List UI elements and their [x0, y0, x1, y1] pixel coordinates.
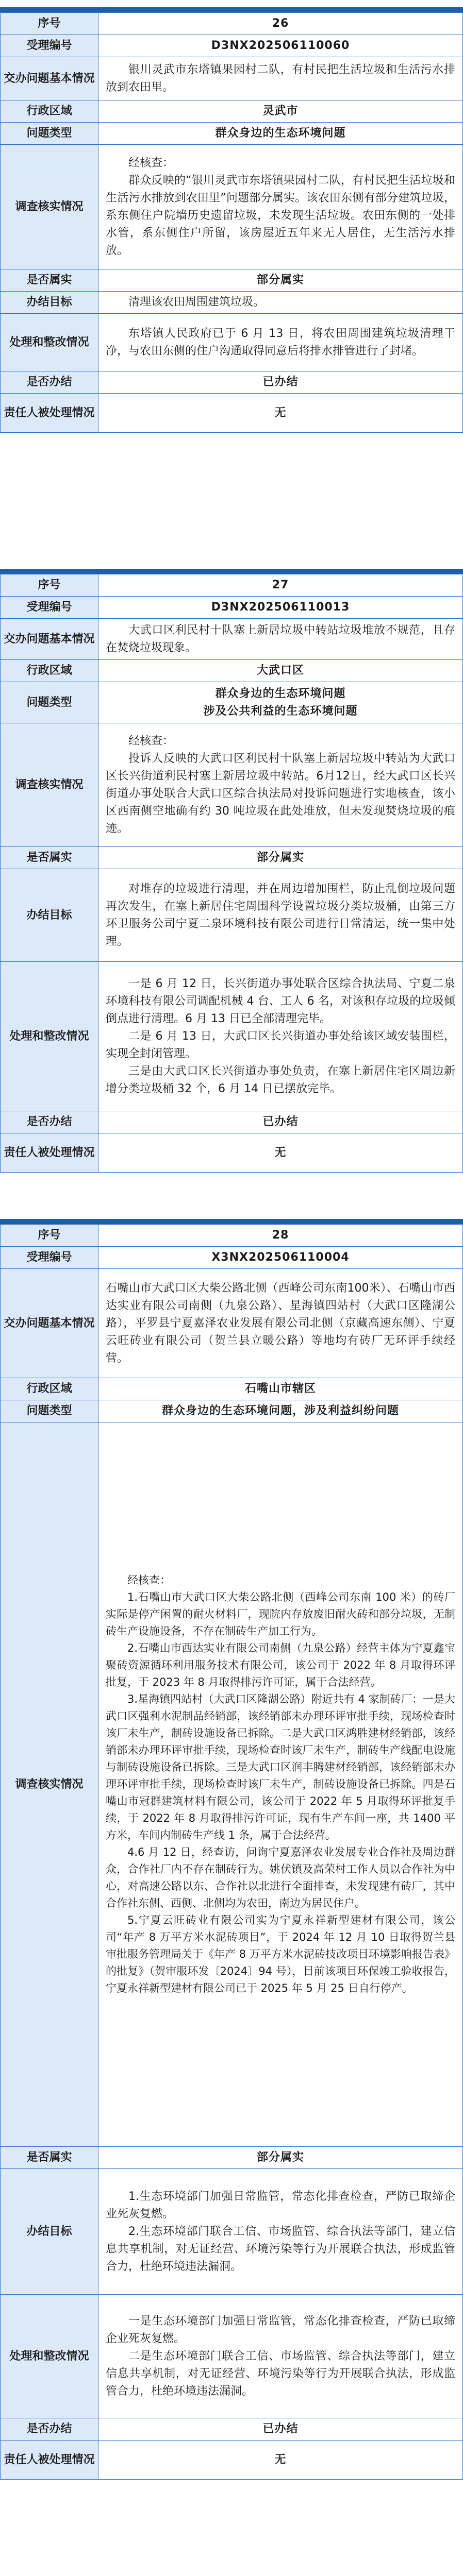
value-seq: 27	[98, 574, 463, 597]
survey-paragraph: 1.石嘴山市大武口区大柴公路北侧（西峰公司东南 100 米）的砖厂实际是停产闲置的耐火材料厂，现院内存放废旧耐火砖和部分垃圾，无制砖生产设施设备，不存在制砖生产加工行为。	[106, 1591, 455, 1637]
record-28	[0, 1212, 463, 2480]
survey-paragraph: 2.石嘴山市西达实业有限公司南侧（九泉公路）经营主体为宁夏鑫宝聚砖资源循环利用服务技术有限公司，该公司于 2022 年 8 月取得环评批复，于 2023 年 8 月取得排污许可证，属于合法经营。	[106, 1642, 455, 1688]
survey-paragraph: 经核查：	[128, 156, 174, 170]
label-done: 是否办结	[1, 2418, 98, 2441]
value-content: 大武口区利民村十队塞上新居垃圾中转站垃圾堆放不规范，且存在焚烧垃圾现象。	[98, 619, 463, 660]
survey-paragraph: 投诉人反映的大武口区利民村十队塞上新居垃圾中转站为大武口区长兴街道利民村塞上新居垃圾中转站。6月12日，经大武口区长兴街道办事处联合大武口区综合执法局对投诉问题进行实地核查，该小区西南侧空地确有约 30 吨垃圾在此处堆放，但未发现焚烧垃圾的痕迹。	[106, 752, 455, 835]
record-table	[0, 1224, 463, 2480]
value-survey	[98, 723, 463, 847]
record-table	[0, 574, 463, 1173]
label-seq: 序号	[1, 574, 98, 597]
survey-paragraph: 经核查：	[128, 734, 174, 748]
survey-paragraph: 群众反映的“银川灵武市东塔镇果园村二队，有村民把生活垃圾和生活污水排放到农田里”问题部分属实。该农田东侧有部分建筑垃圾，系东侧住户院墙历史遗留垃圾，未发现生活垃圾。农田东侧的一处排水管，系东侧住户所留，该房屋近五年来无人居住，无生活污水排放。	[106, 174, 455, 257]
value-content: 石嘴山市大武口区大柴公路北侧（西峰公司东南100米）、石嘴山市西达实业有限公司南侧（九泉公路）、星海镇四站村（大武口区隆湖公路），平罗县宁夏嘉泽农业发展有限公司北侧（京藏高速东侧）、宁夏云旺砖业有限公司（贺兰县立暖公路）等地均有砖厂无环评手续经营。	[98, 1269, 463, 1378]
label-content: 交办问题基本情况	[1, 1269, 98, 1378]
value-survey	[98, 145, 463, 269]
label-type: 问题类型	[1, 123, 98, 145]
label-rect: 处理和整改情况	[1, 314, 98, 371]
label-id: 受理编号	[1, 597, 98, 619]
label-result: 是否属实	[1, 269, 98, 292]
label-content: 交办问题基本情况	[1, 619, 98, 660]
label-seq: 序号	[1, 1225, 98, 1247]
value-done: 已办结	[98, 2418, 463, 2441]
survey-paragraph: 经核查：	[127, 1574, 171, 1586]
value-region: 灵武市	[98, 100, 463, 123]
label-resp: 责任人被处理情况	[1, 2441, 98, 2480]
value-result: 部分属实	[98, 847, 463, 869]
label-survey: 调查核实情况	[1, 145, 98, 269]
value-done: 已办结	[98, 371, 463, 394]
value-result: 部分属实	[98, 269, 463, 292]
value-survey	[98, 1422, 463, 2147]
value-resp: 无	[98, 394, 463, 433]
value-region: 大武口区	[98, 660, 463, 682]
value-id: X3NX202506110004	[98, 1247, 463, 1269]
rect-paragraph: 三是由大武口区长兴街道办事处负责，在塞上新居住宅区周边新增分类垃圾桶 32 个，6 月 14 日已摆放完毕。	[106, 1064, 455, 1095]
label-survey: 调查核实情况	[1, 1422, 98, 2147]
label-region: 行政区域	[1, 100, 98, 123]
survey-paragraph: 5.宁夏云旺砖业有限公司实为宁夏永祥新型建材有限公司，该公司“年产 8 万平方米水泥砖项目”，于 2024 年 12 月 10 日取得贺兰县审批服务管理局关于《年产 8 万平方米水泥砖技改项目环境影响报告表》的批复》（贺审服环发〔2024〕94 号），目前该项目环保竣工验收报告，宁夏永祥新型建材有限公司已于 2025 年 5 月 25 日自行停产。	[106, 1914, 455, 1994]
survey-paragraph: 4.6 月 12 日，经查访，问询宁夏嘉泽农业发展专业合作社及周边群众，合作社厂内不存在制砖行为。姚伏镇及高荣村工作人员以合作社为中心，对高速公路以东、合作社以北进行全面排查，未发现建有砖厂，其中合作社东侧、西侧、北侧均为农田，南边为居民住户。	[106, 1846, 455, 1909]
rect-paragraph: 二是 6 月 13 日，大武口区长兴街道办事处给该区域安装围栏，实现全封闭管理。	[106, 1029, 455, 1060]
value-resp: 无	[98, 1133, 463, 1173]
section-bar	[0, 0, 463, 12]
value-type: 群众身边的生态环境问题	[98, 123, 463, 145]
label-goal: 办结目标	[1, 292, 98, 314]
label-resp: 责任人被处理情况	[1, 1133, 98, 1173]
label-type: 问题类型	[1, 1400, 98, 1422]
record-26	[0, 0, 463, 433]
rect-paragraph: 二是生态环境部门联合工信、市场监管、综合执法等部门，建立信息共享机制，对无证经营、环境污染等行为开展联合执法，形成监管合力，杜绝环境违法漏洞。	[106, 2349, 455, 2398]
section-bar	[0, 562, 463, 574]
survey-paragraph: 3.星海镇四站村（大武口区隆湖公路）附近共有 4 家制砖厂：一是大武口区强利水泥制品经销部，该经销部未办理环评审批手续，现场检查时该厂未生产，制砖设施设备已拆除。二是大武口区鸿胜建材经销部，该经销部未办理环评审批手续，现场检查时该厂未生产，制砖生产线配电设施与制砖设施设备已拆除。三是大武口区润丰腾建材经销部，该经销部未办理环评审批手续，现场检查时该厂未生产，制砖设施设备已拆除。四是石嘴山市冠群建筑材料有限公司，该公司于 2022 年 5 月取得环评批复手续，于 2022 年 8 月取得排污许可证，现有生产车间一座，共 1400 平方米，车间内制砖生产线 1 条，属于合法经营。	[106, 1693, 455, 1841]
label-id: 受理编号	[1, 1247, 98, 1269]
label-region: 行政区域	[1, 660, 98, 682]
goal-paragraph: 清理该农田周围建筑垃圾。	[128, 296, 265, 309]
record-27	[0, 562, 463, 1173]
label-survey: 调查核实情况	[1, 723, 98, 847]
goal-paragraph: 1.生态环境部门加强日常监管，常态化排查检查，严防已取缔企业死灰复燃。	[106, 2190, 455, 2221]
value-type: 群众身边的生态环境问题 涉及公共利益的生态环境问题	[98, 682, 463, 723]
label-region: 行政区域	[1, 1378, 98, 1400]
value-seq: 28	[98, 1225, 463, 1247]
value-seq: 26	[98, 13, 463, 35]
label-goal: 办结目标	[1, 869, 98, 962]
goal-paragraph: 2.生态环境部门联合工信、市场监管、综合执法等部门，建立信息共享机制，对无证经营、环境污染等行为开展联合执法，形成监管合力，杜绝环境违法漏洞。	[106, 2225, 455, 2273]
value-goal	[98, 292, 463, 314]
value-done: 已办结	[98, 1111, 463, 1133]
label-id: 受理编号	[1, 35, 98, 57]
label-goal: 办结目标	[1, 2169, 98, 2295]
label-rect: 处理和整改情况	[1, 2295, 98, 2418]
value-result: 部分属实	[98, 2147, 463, 2169]
label-done: 是否办结	[1, 371, 98, 394]
label-result: 是否属实	[1, 847, 98, 869]
rect-paragraph: 一是生态环境部门加强日常监管，常态化排查检查，严防已取缔企业死灰复燃。	[106, 2314, 455, 2345]
value-rect	[98, 962, 463, 1111]
label-done: 是否办结	[1, 1111, 98, 1133]
goal-paragraph: 对堆存的垃圾进行清理，并在周边增加围栏，防止乱倒垃圾问题再次发生，在塞上新居住宅周围科学设置垃圾分类垃圾桶，由第三方环卫服务公司宁夏二泉环境科技有限公司进行日常清运，统一集中处理。	[106, 882, 455, 948]
label-content: 交办问题基本情况	[1, 57, 98, 100]
value-rect	[98, 314, 463, 371]
value-goal	[98, 869, 463, 962]
value-goal	[98, 2169, 463, 2295]
section-bar	[0, 1212, 463, 1224]
label-resp: 责任人被处理情况	[1, 394, 98, 433]
label-result: 是否属实	[1, 2147, 98, 2169]
value-id: D3NX202506110013	[98, 597, 463, 619]
label-rect: 处理和整改情况	[1, 962, 98, 1111]
label-type: 问题类型	[1, 682, 98, 723]
value-region: 石嘴山市辖区	[98, 1378, 463, 1400]
label-seq: 序号	[1, 13, 98, 35]
value-id: D3NX202506110060	[98, 35, 463, 57]
rect-paragraph: 东塔镇人民政府已于 6 月 13 日，将农田周围建筑垃圾清理干净，与农田东侧的住户沟通取得同意后将排水排管进行了封堵。	[106, 327, 455, 358]
value-type: 群众身边的生态环境问题，涉及利益纠纷问题	[98, 1400, 463, 1422]
record-table	[0, 12, 463, 433]
value-content: 银川灵武市东塔镇果园村二队，有村民把生活垃圾和生活污水排放到农田里。	[98, 57, 463, 100]
value-rect	[98, 2295, 463, 2418]
rect-paragraph: 一是 6 月 12 日，长兴街道办事处联合区综合执法局、宁夏二泉环境科技有限公司调配机械 4 台、工人 6 名，对该积存垃圾的垃圾倾倒点进行清理。6 月 13 日已全部清理完毕。	[106, 977, 455, 1025]
value-resp: 无	[98, 2441, 463, 2480]
